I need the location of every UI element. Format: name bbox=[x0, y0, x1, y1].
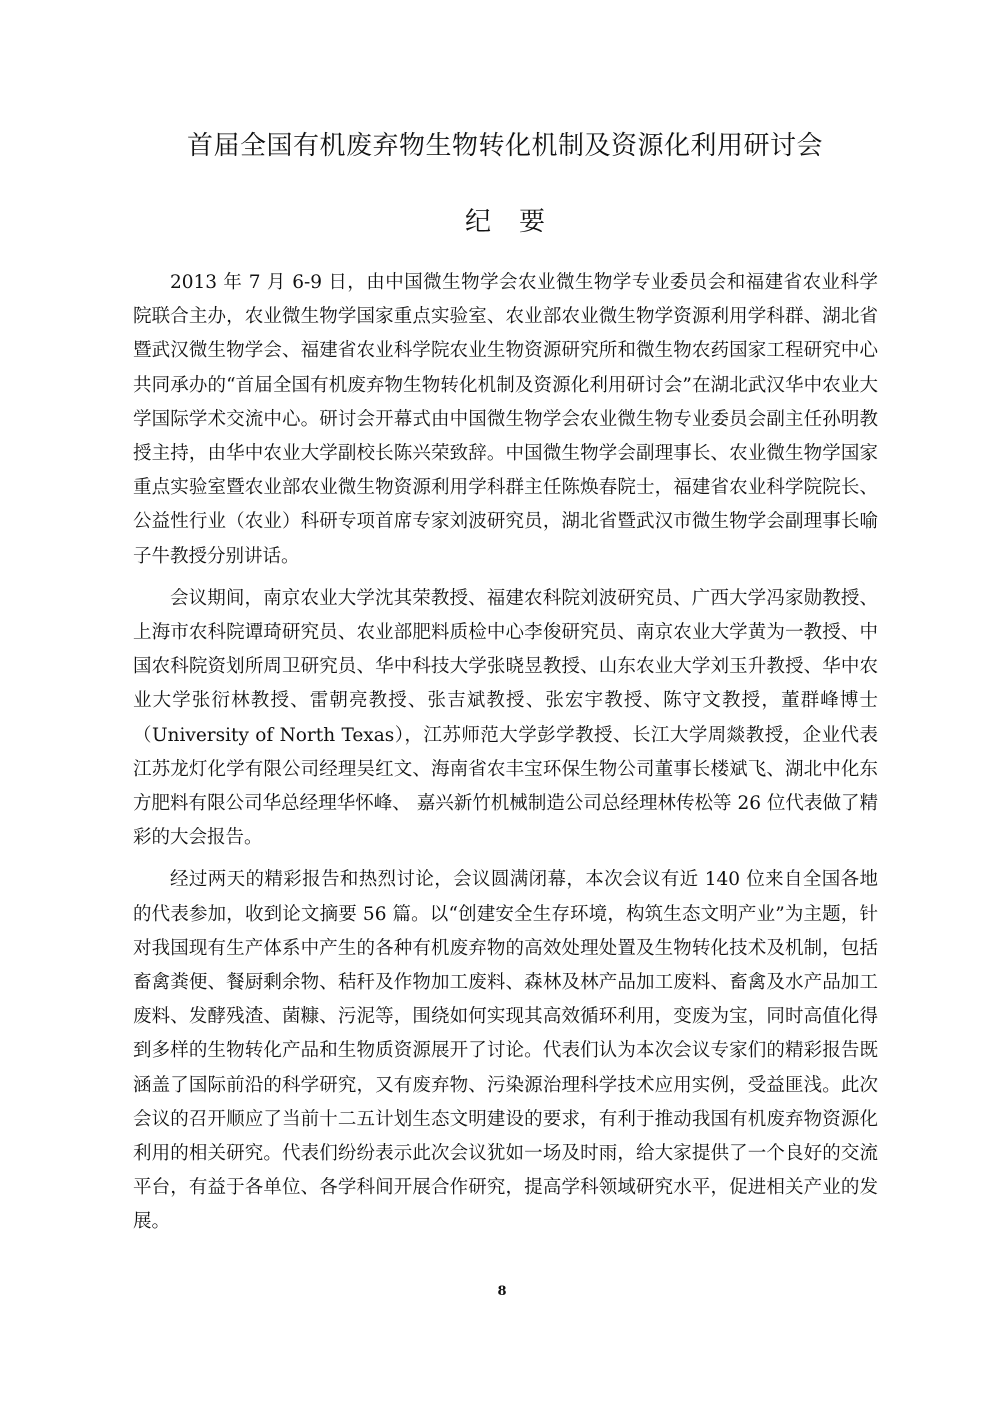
page-number: 8 bbox=[497, 1284, 507, 1299]
document-subtitle: 纪要 bbox=[464, 207, 573, 237]
paragraph-1: 2013 年 7 月 6-9 日，由中国微生物学会农业微生物学专业委员会和福建省农业科学院联合主办，农业微生物学国家重点实验室、农业部农业微生物学资源利用学科群、湖北省暨武汉微生物学会、福建省农业科学院农业生物资源研究所和微生物农药国家工程研究中心共同承办的“首届全国有机废弃物生物转化机制及资源化利用研讨会”在湖北武汉华中农业大学国际学术交流中心。研讨会开幕式由中国微生物学会农业微生物专业委员会副主任孙明教授主持，由华中农业大学副校长陈兴荣致辞。中国微生物学会副理事长、农业微生物学国家重点实验室暨农业部农业微生物资源利用学科群主任陈焕春院士，福建省农业科学院院长、公益性行业（农业）科研专项首席专家刘波研究员，湖北省暨武汉市微生物学会副理事长喻子牛教授分别讲话。 bbox=[133, 272, 878, 567]
document-body bbox=[133, 266, 878, 1248]
paragraph-2: 会议期间，南京农业大学沈其荣教授、福建农科院刘波研究员、广西大学冯家勋教授、上海市农科院谭琦研究员、农业部肥料质检中心李俊研究员、南京农业大学黄为一教授、中国农科院资划所周卫研究员、华中科技大学张晓昱教授、山东农业大学刘玉升教授、华中农业大学张衍林教授、雷朝亮教授、张吉斌教授、张宏宇教授、陈守文教授，董群峰博士（University of North Texas），江苏师范大学彭学教授、长江大学周燚教授，企业代表江苏龙灯化学有限公司经理吴红文、海南省农丰宝环保生物公司董事长楼斌飞、湖北中化东方肥料有限公司华总经理华怀峰、 嘉兴新竹机械制造公司总经理林传松等 26 位代表做了精彩的大会报告。 bbox=[133, 587, 878, 849]
document-title: 首届全国有机废弃物生物转化机制及资源化利用研讨会 bbox=[186, 131, 823, 161]
paragraph-3: 经过两天的精彩报告和热烈讨论，会议圆满闭幕，本次会议有近 140 位来自全国各地的代表参加，收到论文摘要 56 篇。以“创建安全生存环境，构筑生态文明产业”为主题，针对我国现有生产体系中产生的各种有机废弃物的高效处理处置及生物转化技术及机制，包括畜禽粪便、餐厨剩余物、秸秆及作物加工废料、森林及林产品加工废料、畜禽及水产品加工废料、发酵残渣、菌糠、污泥等，围绕如何实现其高效循环利用，变废为宝，同时高值化得到多样的生物转化产品和生物质资源展开了讨论。代表们认为本次会议专家们的精彩报告既涵盖了国际前沿的科学研究，又有废弃物、污染源治理科学技术应用实例，受益匪浅。此次会议的召开顺应了当前十二五计划生态文明建设的要求，有利于推动我国有机废弃物资源化利用的相关研究。代表们纷纷表示此次会议犹如一场及时雨，给大家提供了一个良好的交流平台，有益于各单位、各学科间开展合作研究，提高学科领域研究水平，促进相关产业的发展。 bbox=[133, 869, 878, 1233]
